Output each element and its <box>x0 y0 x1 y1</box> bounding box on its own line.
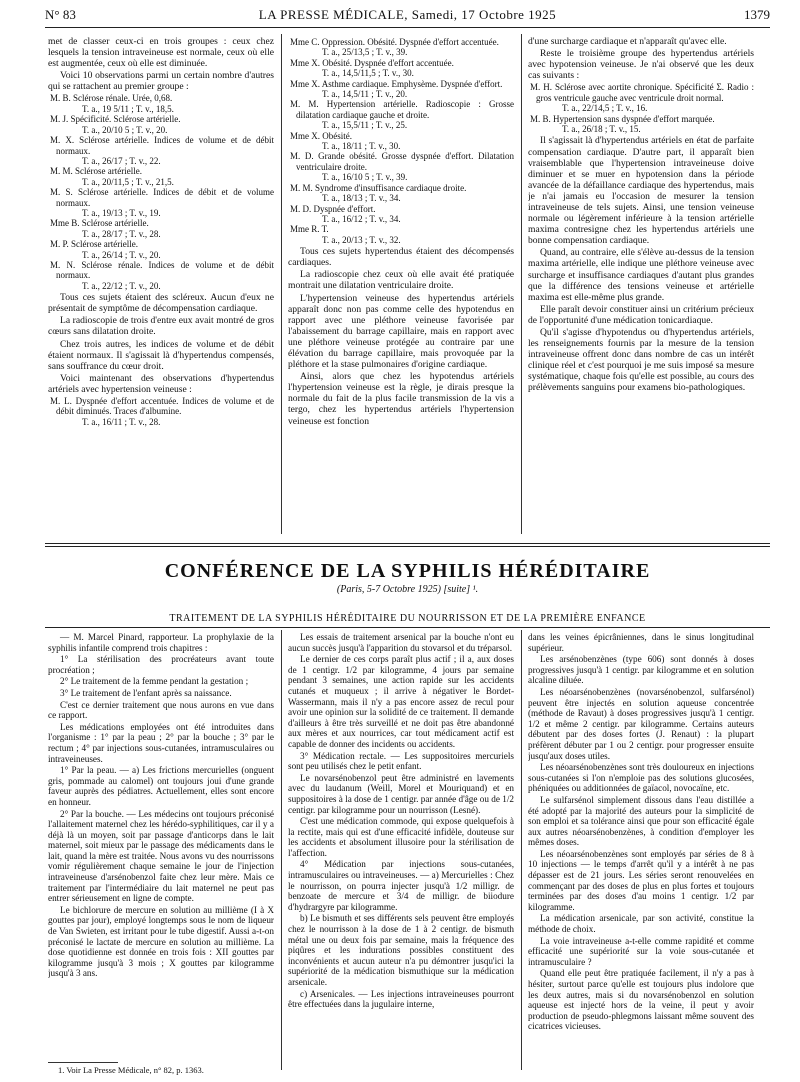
issue-number: N° 83 <box>45 7 76 22</box>
paragraph: Quand, au contraire, elle s'élève au-dessus de la tension maxima artérielle, elle indique une pléthore veineuse avec surcharge et insuffisance cardiaques d'autant plus grandes que la différence des tensions veineuse et artérielle maxima est elle-même plus grande. <box>528 247 754 303</box>
paragraph: Le dernier de ces corps paraît plus actif ; il a, aux doses de 1 centigr. 1/2 par kilogramme, 4 jours par semaine pendant 3 semaines, une action rapide sur les accidents cutanés et muqueux ; il arrive à négativer le Bordet-Wassermann, mais il n'y a pas encore assez de recul pour avoir une opinion sur la solidité de ce traitement. Il demande d'ailleurs à être très surveillé et ne doit pas être abandonné aux mères et aux nourrices, car tout médicament actif est capable de donner des incidents ou accidents. <box>288 654 514 749</box>
top-column-2 <box>288 36 514 536</box>
paragraph: Tous ces sujets étaient des scléreux. Aucun d'eux ne présentait de symptôme de décompensation cardiaque. <box>48 292 274 315</box>
paragraph: 1° La stérilisation des procréateurs avant toute procréation ; <box>48 654 274 675</box>
observation-item: M. B. Sclérose rénale. Urée, 0,68. T. a., 19 5/11 ; T. v., 18,5. <box>50 93 174 114</box>
observation-item: Mme X. Obésité. Dyspnée d'effort accentuée. T. a., 14,5/11,5 ; T. v., 30. <box>290 57 454 79</box>
observation-item: Mme B. Sclérose artérielle. T. a., 28/17 ; T. v., 28. <box>50 218 161 239</box>
observation-item: M. S. Sclérose artérielle. Indices de débit et de volume normaux. T. a., 19/13 ; T. v., 19. <box>50 187 274 218</box>
paragraph: 4° Médication par injections sous-cutanées, intramusculaires ou intraveineuses. — a) Mercurielles : Chez le nourrisson, on pourra injecter jusqu'à 1/2 milligr. de benzoate de mercure et 3/4 de milligr. de biiodure d'hydrargyre par kilogramme. <box>288 859 514 912</box>
observation-item: M. L. Dyspnée d'effort accentuée. Indices de volume et de débit diminués. Traces d'albumine. T. a., 16/11 ; T. v., 28. <box>50 396 274 427</box>
paragraph: d'une surcharge cardiaque et n'apparaît qu'avec elle. <box>528 36 727 47</box>
paragraph: Les néoarsénobenzènes sont employés par séries de 8 à 10 injections — le temps d'arrêt qu'il y a intérêt à ne pas dépasser est de 21 jours. Les séries seront renouvelées en commençant par des doses de plus en plus fortes et toujours terminées par des doses d'au moins 1 centigr. 1/2 par kilogramme. <box>528 848 754 912</box>
header-rule <box>45 27 770 28</box>
observation-item: M. H. Sclérose avec aortite chronique. Spécificité Σ. Radio : gros ventricule gauche avec ventricule droit normal. T. a., 22/14,5 ; T. v., 16. <box>530 82 754 114</box>
observation-list <box>48 93 274 291</box>
column-divider <box>281 630 282 1070</box>
section-rule <box>45 627 770 628</box>
section-heading: TRAITEMENT DE LA SYPHILIS HÉRÉDITAIRE DU NOURRISSON ET DE LA PREMIÈRE ENFANCE <box>169 613 646 624</box>
bottom-column-2 <box>288 632 514 1072</box>
observation-item: M. D. Grande obésité. Grosse dyspnée d'effort. Dilatation ventriculaire droite. T. a., 16/10 5 ; T. v., 39. <box>290 151 514 183</box>
paragraph: Les néoarsénobenzènes (novarsénobenzol, sulfarsénol) peuvent être injectés en solution aqueuse concentrée (méthode de Ravaut) à doses progressives jusqu'à 1 centigr. 1/2 et même 2 centigr. par kilogramme. Certains auteurs débutent par des doses fortes (J. Renaut) : la plupart préfèrent débuter par 1 ou 2 centigr. pour progresser ensuite jusqu'aux doses utiles. <box>528 686 754 761</box>
observation-item: M. M. Syndrome d'insuffisance cardiaque droite. T. a., 18/13 ; T. v., 34. <box>290 182 467 204</box>
section-double-rule <box>45 543 770 547</box>
observation-item: M. X. Sclérose artérielle. Indices de volume et de débit normaux. T. a., 26/17 ; T. v., 22. <box>50 135 274 166</box>
top-column-1 <box>48 36 274 536</box>
paragraph: 3° Le traitement de l'enfant après sa naissance. <box>60 687 232 698</box>
paragraph: Voici maintenant des observations d'hypertendus artériels avec hypertension veineuse : <box>48 372 274 395</box>
paragraph: met de classer ceux-ci en trois groupes : ceux chez lesquels la tension intraveineuse est normale, ceux où elle est augmentée, ceux où elle est diminuée. <box>48 36 274 70</box>
observation-list <box>528 82 754 134</box>
observation-item: Mme X. Obésité. T. a., 18/11 ; T. v., 30. <box>290 130 401 152</box>
observation-item: M. D. Dyspnée d'effort. T. a., 16/12 ; T. v., 34. <box>290 203 401 224</box>
paragraph: Voici 10 observations parmi un certain nombre d'autres qui se rattachent au premier groupe : <box>48 70 274 93</box>
footnote-rule <box>48 1062 118 1063</box>
paragraph: 3° Médication rectale. — Les suppositoires mercuriels sont peu utilisés chez le petit enfant. <box>288 750 514 772</box>
paragraph: Tous ces sujets hypertendus étaient des décompensés cardiaques. <box>288 246 514 269</box>
paragraph: b) Le bismuth et ses différents sels peuvent être employés chez le nourrisson à la dose de 1 à 2 centigr. de bismuth métal une ou deux fois par semaine, mais la fréquence des piqûres et les indurations possibles constituent des inconvénients et aucun auteur n'a pu démontrer jusqu'ici la supériorité de la médication bismuthique sur la médication arsenicale. <box>288 913 514 987</box>
journal-title: LA PRESSE MÉDICALE, Samedi, 17 Octobre 1925 <box>258 7 557 22</box>
paragraph: c) Arsenicales. — Les injections intraveineuses pourront être effectuées dans la jugulaire interne, <box>288 988 514 1010</box>
top-column-3 <box>528 36 754 536</box>
paragraph: 2° Par la bouche. — Les médecins ont toujours préconisé l'allaitement maternel chez les hérédo-syphilitiques, car il y a déjà là un moyen, soit par passage d'anticorps dans le lait maternel, soit mieux par le passage des médicaments dans le lait, quand la mère est traitée. Nous avons vu des nourrissons vomir régulièrement chaque semaine le jour de l'injection intraveineuse d'arsénobenzol faite chez leur mère. Mais ce traitement par l'intermédiaire du lait maternel ne peut pas entrer sérieusement en ligne de compte. <box>48 808 274 904</box>
observation-list <box>288 37 514 245</box>
observation-item: M. J. Spécificité. Sclérose artérielle. T. a., 20/10 5 ; T. v., 20. <box>50 114 181 135</box>
paragraph: L'hypertension veineuse des hypertendus artériels apparaît donc non pas comme celle des hypotendus en rapport avec une pléthore veineuse favorisée par l'abaissement du barrage capillaire, mais en rapport avec une pléthore veineuse protégée au contraire par une élévation du barrage capillaire, mais provoquée par la pléthore et la stase pulmonaires d'origine cardiaque. <box>288 292 514 371</box>
column-divider <box>281 34 282 534</box>
paragraph: Les arsénobenzènes (type 606) sont donnés à doses progressives jusqu'à 1 centigr. par kilogramme et en solution alcaline diluée. <box>528 654 754 686</box>
footnote: 1. Voir La Presse Médicale, n° 82, p. 1363. <box>58 1065 204 1075</box>
bottom-column-3 <box>528 632 754 1072</box>
paragraph: 2° Le traitement de la femme pendant la gestation ; <box>60 676 249 687</box>
paragraph: La radioscopie chez ceux où elle avait été pratiquée montrait une dilatation ventriculaire droite. <box>288 269 514 292</box>
paragraph: C'est ce dernier traitement que nous aurons en vue dans ce rapport. <box>48 699 274 721</box>
conference-title: CONFÉRENCE DE LA SYPHILIS HÉRÉDITAIRE <box>164 560 651 582</box>
paragraph: 1° Par la peau. — a) Les frictions mercurielles (onguent gris, pommade au calomel) ont toujours joui d'une grande faveur auprès des pédiatres. Actuellement, elles sont encore en honneur. <box>48 765 274 807</box>
paragraph: — M. Marcel Pinard, rapporteur. La prophylaxie de la syphilis infantile comprend trois chapitres : <box>48 632 274 653</box>
column-divider <box>521 630 522 1070</box>
paragraph: C'est une médication commode, qui expose quelquefois à la rectite, mais qui est d'une efficacité infidèle, douteuse sur les accidents et absolument illusoire pour la stérilisation de l'affection. <box>288 816 514 858</box>
observation-item: M. M. Hypertension artérielle. Radioscopie : Grosse dilatation cardiaque gauche et droite. T. a., 15,5/11 ; T. v., 25. <box>290 99 514 131</box>
bottom-column-1 <box>48 632 274 1057</box>
observation-item: Mme C. Oppression. Obésité. Dyspnée d'effort accentuée. T. a., 25/13,5 ; T. v., 39. <box>290 37 499 58</box>
observation-item: M. B. Hypertension sans dyspnée d'effort marquée. T. a., 26/18 ; T. v., 15. <box>530 113 715 134</box>
observation-list <box>48 396 274 427</box>
paragraph: La médication arsenicale, par son activité, constitue la méthode de choix. <box>528 913 754 935</box>
paragraph: Le bichlorure de mercure en solution au millième (I à X gouttes par jour), employé longtemps sous le nom de liqueur de Van Swieten, est irritant pour le tube digestif. Aussi a-t-on préconisé le lactate de mercure en solution au millième. La dose quotidienne est donnée en trois fois : XII gouttes par kilogramme jusqu'à 3 mois ; X gouttes par kilogramme jusqu'à 3 ans. <box>48 904 274 979</box>
observation-item: M. P. Sclérose artérielle. T. a., 26/14 ; T. v., 20. <box>50 239 161 260</box>
paragraph: Le sulfarsénol simplement dissous dans l'eau distillée a été adopté par la majorité des auteurs pour la simplicité de son emploi et sa tolérance ainsi que pour son efficacité égale aux autres néoarsénobenzènes, à condition d'employer les mêmes doses. <box>528 794 754 848</box>
page-header <box>45 4 770 26</box>
conference-subtitle: (Paris, 5-7 Octobre 1925) [suite] ¹. <box>336 584 479 595</box>
paragraph: dans les veines épicrâniennes, dans le sinus longitudinal supérieur. <box>528 632 754 653</box>
paragraph: Chez trois autres, les indices de volume et de débit étaient normaux. Il s'agissait là d'hypertendus compensés, sans souffrance du cœur droit. <box>48 338 274 372</box>
paragraph: Quand elle peut être pratiquée facilement, il n'y a pas à hésiter, surtout parce qu'elle est toujours plus indolore que les deux autres, mais si du novarsénobenzol en solution aqueuse est injecté hors de la veine, il peut y avoir production de pseudo-phlegmons laissant même souvent des cicatrices vicieuses. <box>528 968 754 1032</box>
paragraph: Le novarsénobenzol peut être administré en lavements avec du laudanum (Weill, Morel et Mouriquand) et en suppositoires à la dose de 1 centigr. par année d'âge ou de 1/2 centigr. par kilogramme pour un nourrisson (Lesné). <box>288 772 514 815</box>
paragraph: Les essais de traitement arsenical par la bouche n'ont eu aucun succès jusqu'à l'apparition du stovarsol et du tréparsol. <box>288 632 514 653</box>
paragraph: Qu'il s'agisse d'hypotendus ou d'hypertendus artériels, les renseignements fournis par la mesure de la tension intraveineuse offrent donc dans nombre de cas un intérêt clinique réel et c'est pourquoi je me suis imposé sa mesure systématique, chaque fois qu'elle est possible, au cours des prélèvements sanguins pour examens bio-pathologiques. <box>528 327 754 394</box>
paragraph: Les médications employées ont été introduites dans l'organisme : 1° par la peau ; 2° par la bouche ; 3° par le rectum ; 4° par injections sous-cutanées, intramusculaires ou intraveineuses. <box>48 721 274 764</box>
paragraph: Reste le troisième groupe des hypertendus artériels avec hypotension veineuse. Je n'ai observé que les deux cas suivants : <box>528 48 754 82</box>
paragraph: Les néoarsénobenzènes sont très douloureux en injections sous-cutanées si l'on n'emploie pas des solutions glucosées, phéniquées ou additionnées de gaïacol, novocaïne, etc. <box>528 762 754 794</box>
observation-item: Mme X. Asthme cardiaque. Emphysème. Dyspnée d'effort. T. a., 14,5/11 ; T. v., 20. <box>290 78 503 100</box>
observation-item: M. M. Sclérose artérielle. T. a., 20/11,5 ; T. v., 21,5. <box>50 166 174 187</box>
paragraph: Elle paraît devoir constituer ainsi un critérium précieux de l'opportunité d'une médication tonicardiaque. <box>528 303 754 326</box>
observation-item: M. N. Sclérose rénale. Indices de volume et de débit normaux. T. a., 22/12 ; T. v., 20. <box>50 259 274 291</box>
page-number: 1379 <box>744 7 770 22</box>
paragraph: La voie intraveineuse a-t-elle comme rapidité et comme efficacité une supériorité sur la voie sous-cutanée et intramusculaire ? <box>528 935 754 967</box>
paragraph: La radioscopie de trois d'entre eux avait montré de gros cœurs sans dilatation droite. <box>48 315 274 338</box>
observation-item: Mme R. T. T. a., 20/13 ; T. v., 32. <box>290 224 401 245</box>
paragraph: Il s'agissait là d'hypertendus artériels en état de parfaite compensation cardiaque. D'autre part, il apparaît bien vraisemblable que l'hypertension intraveineuse doive diminuer et se muer en hypotension dans la période avancée de la défaillance cardiaque des hypertendus, mais je n'ai jamais eu l'occasion de mesurer la tension intraveineuse de tels sujets. Ainsi, une tension veineuse normale ou légèrement inférieure à la tension artérielle maxima contresigne chez les hypertendus artériels une bonne compensation cardiaque. <box>528 135 754 247</box>
column-divider <box>521 34 522 534</box>
paragraph: Ainsi, alors que chez les hypotendus artériels l'hypertension veineuse est la règle, je dirais presque la normale du fait de la plus facile transmission de la vis a tergo, chez les hypertendus artériels l'hypertension veineuse est fonction <box>288 371 514 427</box>
